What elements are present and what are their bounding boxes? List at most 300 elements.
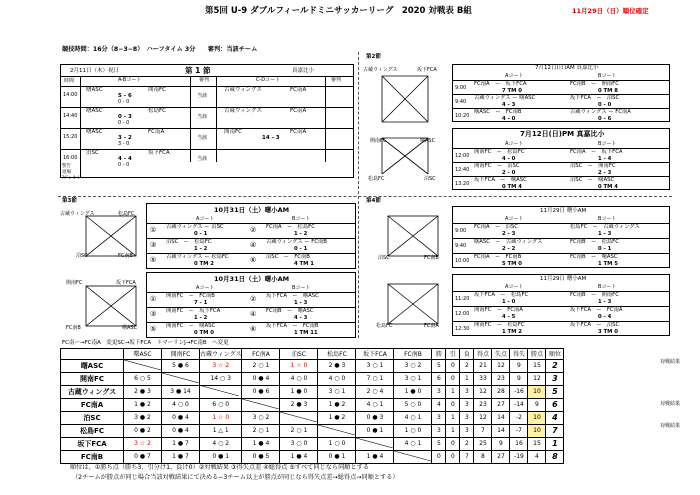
standings-result: 4 ○ 0 [318, 372, 356, 385]
round4-b1-court-b: Bコート [598, 216, 617, 222]
round1-time-header: 時間 [64, 78, 75, 84]
round3-label: 第3節 [62, 198, 77, 204]
round2-am-match-a: 曙ASC ー FC南B [474, 109, 522, 115]
round3-b1-match-a: 古蔵ウィングス ー 泊SC [166, 224, 224, 230]
round1-team-left: 泊SC [86, 150, 99, 156]
standings-result [318, 424, 356, 437]
standings-rank: 4 [546, 411, 564, 424]
round2-diagram [364, 66, 450, 176]
standings-result: 1 ● 7 [162, 437, 200, 450]
standings-header: 勝 [432, 349, 446, 360]
round3-b1-match-a: 泊SC ー 松島FC [166, 239, 212, 245]
standings-result: 4 ○ 1 [394, 437, 432, 450]
standings-result: 2 ● 3 [124, 385, 162, 398]
round4-b1-time: 9:40 [455, 243, 467, 249]
standings-result: 5 ○ 0 [394, 398, 432, 411]
standings-result: 0 ● 4 [162, 411, 200, 424]
standings-result: 3 ○ 1 [356, 359, 394, 372]
standings-header: FC南A [242, 349, 280, 360]
round3-b1-match-a: 古蔵ウィングス ー 松島FC [166, 254, 229, 260]
standings-result: 3 ○ 1 [394, 372, 432, 385]
round4-d1-bl: 泊SC [378, 255, 390, 261]
round1-ref: 当該 [197, 156, 208, 162]
standings-result: 1 ● 2 [318, 398, 356, 411]
standings-d: 0 [446, 437, 460, 450]
standings-result: 4 ○ 0 [280, 372, 318, 385]
standings-team: 松島FC [61, 424, 124, 437]
standings-side-note: 対戦結果 [660, 359, 681, 365]
standings-result: 0 ● 1 [318, 450, 356, 463]
round3-b1-match-b: FC南A ー 松島FC [266, 224, 315, 230]
round1-note-card: ｱﾌﾟﾚｰｶｰﾄﾞ [62, 176, 83, 181]
round2-team-bottom-l: 松島FC [368, 176, 385, 182]
round2-am-score-b: 0 - 0 [598, 102, 612, 108]
round2-am-score-a: 4 - 3 [502, 102, 516, 108]
standings-gf: 12 [474, 411, 492, 424]
standings-result: 6 ○ 0 [200, 398, 242, 411]
standings-pts: 4 [528, 450, 546, 463]
round2-team-tr: 坂下FCA [417, 67, 437, 73]
round1-score-2: 14 - 3 [262, 135, 280, 141]
standings-result: 1 △ 1 [200, 424, 242, 437]
round4-b2-score-a: 1 - 0 [502, 299, 516, 305]
round4-b1-match-a: FC南A ー 泊SC [474, 224, 518, 230]
standings-l: 3 [460, 411, 474, 424]
round4-b2-match-b: 坂下FCA ー FC南A [570, 307, 623, 313]
round1-team-right-2: FC南A [290, 129, 307, 135]
round2-pm-score-b: 0 TM 4 [598, 184, 618, 190]
standings-team: 曙ASC [61, 359, 124, 372]
round4-b2-score-b: 1 - 3 [598, 299, 612, 305]
standings-l: 3 [460, 385, 474, 398]
standings-header [61, 349, 124, 360]
standings-result [356, 437, 394, 450]
round2-label: 第2節 [366, 54, 381, 60]
round2-team-tl: 古蔵ウィングス [363, 67, 398, 73]
standings-header: 勝点 [528, 349, 546, 360]
round1-team-left-2: 古蔵ウィングス [224, 87, 263, 93]
round3-b2-match-a: 開南FC ー 坂下FCA [166, 308, 221, 314]
round1-team-right: FC南A [148, 129, 165, 135]
round3-b2-score-b: 1 - 3 [294, 300, 308, 306]
standings-gf: 8 [474, 450, 492, 463]
round3-b1-score-a: 0 TM 2 [194, 261, 214, 267]
round2-am-match-a: FC南A ー 坂下FCA [474, 81, 527, 87]
round4-b2-match-a: 開南FC ー FC南A [474, 307, 523, 313]
round4-b2-court-b: Bコート [598, 284, 617, 290]
round1-row-line [60, 107, 354, 108]
standings-result: 0 ● 6 [242, 385, 280, 398]
standings-rank: 6 [546, 398, 564, 411]
round2-team-bottom-r: 泊SC [424, 176, 436, 182]
standings-row [61, 359, 564, 372]
round3-b2-score-a: 7 - 1 [194, 300, 208, 306]
round4-b1-score-b: 1 - 3 [598, 231, 612, 237]
standings-l: 3 [460, 398, 474, 411]
round3-b1-match-b: 泊SC ー FC南B [266, 254, 310, 260]
round1-team-right: 松島FC [148, 108, 167, 114]
standings-team: 古蔵ウィングス [61, 385, 124, 398]
round4-d1-br: FC南B [424, 255, 439, 261]
standings-gd: 9 [510, 359, 528, 372]
standings-d: 0 [446, 372, 460, 385]
round3-b1-num-b: ② [250, 226, 257, 234]
standings-ga: 14 [492, 424, 510, 437]
round4-b1-time: 10:00 [455, 258, 470, 264]
standings-result: 2 ● 3 [318, 359, 356, 372]
round3-b1-num-a: ① [150, 226, 157, 234]
standings-w: 6 [432, 372, 446, 385]
round4-b1-score-a: 5 TM 0 [502, 261, 522, 267]
standings-gf: 23 [474, 398, 492, 411]
standings-result: 1 ☆ 0 [200, 411, 242, 424]
standings-result: 2 ○ 4 [356, 385, 394, 398]
round2-pm-date: 7月12日(日)PM 真嘉比小 [520, 130, 605, 138]
standings-rank: 1 [546, 437, 564, 450]
standings-pts: 15 [528, 437, 546, 450]
standings-ga: 27 [492, 450, 510, 463]
standings-result: 2 ○ 1 [280, 424, 318, 437]
confirmed-note: 11月29日（日）順位確定 [572, 7, 649, 15]
round1-venue: 真嘉比小 [292, 68, 315, 74]
round1-halftime: 0 - 0 [118, 162, 130, 168]
round3-b1-court-b: Bコート [292, 216, 311, 222]
round1-score: 4 - 4 [118, 156, 132, 162]
standings-d: 0 [446, 359, 460, 372]
standings-team: FC南A [61, 398, 124, 411]
standings-header: 坂下FCA [356, 349, 394, 360]
standings-result: 0 ● 3 [356, 411, 394, 424]
round3-b2-num-b: ④ [250, 310, 257, 318]
standings-ga: 23 [492, 372, 510, 385]
standings-result [200, 385, 242, 398]
round3-b2-match-b: 坂下FCA ー 曙ASC [266, 293, 319, 299]
standings-rank: 2 [546, 359, 564, 372]
standings-pts: 15 [528, 359, 546, 372]
round3-b2-match-b: FC南B ー 曙ASC [266, 308, 314, 314]
standings-result: 2 ● 3 [280, 398, 318, 411]
standings-gd: -14 [510, 398, 528, 411]
round1-team-left-2: 開南FC [224, 129, 243, 135]
standings-result: 3 ○ 2 [394, 359, 432, 372]
round3-b2-court-b: Bコート [292, 285, 311, 291]
round1-court-c: C-Dコート [256, 77, 281, 83]
round2-pm-match-a: 開南FC ー 泊SC [474, 163, 520, 169]
round1-ref: 当該 [197, 135, 208, 141]
standings-w: 4 [432, 398, 446, 411]
standings-w: 0 [432, 450, 446, 463]
round2-am-match-b: FC南B ー 開南FC [570, 81, 619, 87]
round2-pm-court-b: Bコート [598, 141, 617, 147]
round1-team-right: 開南FC [148, 87, 167, 93]
round3-b2-score-b: 4 - 3 [294, 315, 308, 321]
standings-result: 3 ● 14 [162, 385, 200, 398]
footer-line-1: 順位は、①勝ち点（勝ち3、引分け1、負け0）②対戦結果 ③得失点差 ④総得点 ⑤すべて同じなら同順とする [70, 464, 370, 471]
round3-d1-bl: 泊SC [76, 253, 88, 259]
round2-am-score-a: 7 TM 0 [502, 88, 522, 94]
standings-pts: 10 [528, 411, 546, 424]
standings-d: 1 [446, 385, 460, 398]
round1-date: 2月11日（木）祝日 [70, 68, 119, 74]
round1-score: 0 - 3 [118, 114, 132, 120]
round4-label: 第4節 [366, 198, 381, 204]
round2-pm-match-a: 開南FC ー 松島FC [474, 149, 525, 155]
standings-d: 0 [446, 450, 460, 463]
round1-time: 15:20 [63, 134, 78, 140]
round3-d2-br: 曙ASC [122, 325, 138, 331]
standings-result: 3 ○ 1 [318, 385, 356, 398]
standings-w: 3 [432, 424, 446, 437]
round2-am-date: 7月12日(日)AM 真嘉比小 [535, 65, 599, 71]
round1-team-left: 曙ASC [86, 108, 103, 114]
round3-b2-num-a: ① [150, 295, 157, 303]
round4-b2-score-a: 1 TM 2 [502, 329, 522, 335]
round3-b1-score-b: 1 - 2 [294, 231, 308, 237]
round4-b2-score-a: 4 - 5 [502, 314, 516, 320]
round1-halftime: 3 - 0 [118, 141, 130, 147]
standings-result: 3 ● 2 [124, 411, 162, 424]
standings-row [61, 385, 564, 398]
round1-score: 5 - 6 [118, 93, 132, 99]
round3-b1-match-b: 古蔵ウィングス ー FC南B [266, 239, 327, 245]
round1-row-line [60, 86, 354, 87]
round2-pm-score-a: 0 TM 4 [502, 184, 522, 190]
round4-d2-bl: 松島FC [376, 323, 393, 329]
round2-am-time: 9:40 [455, 99, 467, 105]
round3-b1-date: 10月31日（土）曙小AM [214, 206, 290, 214]
round2-pm-match-b: 泊SC ー 曙ASC [570, 177, 615, 183]
standings-result: 0 ● 4 [242, 372, 280, 385]
round4-b2-time: 12:30 [455, 326, 470, 332]
standings-d: 1 [446, 411, 460, 424]
standings-header: 得失 [510, 349, 528, 360]
standings-rank: 7 [546, 424, 564, 437]
standings-row [61, 424, 564, 437]
round4-b1-date: 11月29日 曙小AM [540, 208, 587, 214]
standings-table [60, 348, 564, 464]
standings-result: 2 ○ 1 [242, 424, 280, 437]
round3-b1-num-a: ⑤ [150, 256, 157, 264]
standings-pts: 10 [528, 424, 546, 437]
round4-b2-time: 11:20 [455, 296, 470, 302]
standings-l: 2 [460, 359, 474, 372]
round3-diagram-1 [82, 212, 142, 262]
standings-header: 負 [460, 349, 474, 360]
round3-b2-match-b: 坂下FCA ー FC南B [266, 323, 319, 329]
standings-result: 1 ● 4 [280, 450, 318, 463]
round1-ref-header-2: 審判 [331, 77, 342, 83]
standings-ga: 12 [492, 359, 510, 372]
round1-team-right: 坂下FCA [148, 150, 170, 156]
standings-result: 1 ☆ 0 [280, 359, 318, 372]
round2-am-score-b: 0 TM 8 [598, 88, 618, 94]
round3-d2-tr: 坂下FCA [116, 280, 136, 286]
round4-b2-time: 12:00 [455, 311, 470, 317]
round2-am-court-b: Bコート [598, 73, 617, 79]
round2-pm-time: 13:20 [455, 181, 470, 187]
round2-pm-score-a: 4 - 0 [502, 156, 516, 162]
round3-b2-match-a: 開南FC ー FC南B [166, 293, 215, 299]
round1-time: 14:40 [63, 113, 78, 119]
round3-d1-tr: 松島FC [118, 211, 135, 217]
round2-am-match-a: 古蔵ウィングス ー 曙ASC [474, 95, 536, 101]
round1-note-sendoff: 退場 [62, 170, 71, 175]
standings-result: 1 ● 7 [162, 450, 200, 463]
round1-court-a: A-Bコート [118, 77, 142, 83]
standings-gd: -16 [510, 385, 528, 398]
round2-pm-time: 12:40 [455, 167, 470, 173]
standings-result [394, 450, 432, 463]
standings-w: 5 [432, 359, 446, 372]
round4-b1-match-a: FC南A ー FC南B [474, 254, 522, 260]
round1-halftime: 0 - 0 [118, 99, 130, 105]
standings-gd: 16 [510, 437, 528, 450]
standings-result: 3 ☆ 2 [200, 359, 242, 372]
standings-header: 失点 [492, 349, 510, 360]
standings-result: 1 ● 4 [242, 437, 280, 450]
standings-pts: 10 [528, 385, 546, 398]
round3-b2-score-b: 1 TM 11 [294, 330, 318, 336]
round1-ref: 当該 [197, 93, 208, 99]
standings-pts: 9 [528, 398, 546, 411]
round1-team-left: 曙ASC [86, 129, 103, 135]
standings-gd: -19 [510, 450, 528, 463]
round2-pm-match-a: 坂下FCA ー 曙ASC [474, 177, 527, 183]
standings-result: 1 ○ 0 [394, 424, 432, 437]
standings-result: 1 ○ 0 [318, 437, 356, 450]
standings-ga: 9 [492, 437, 510, 450]
standings-header: 泊SC [280, 349, 318, 360]
round3-b2-num-b: ② [250, 295, 257, 303]
standings-gf: 12 [474, 385, 492, 398]
standings-result: 3 ☆ 2 [124, 437, 162, 450]
round1-halftime: 0 - 0 [118, 120, 130, 126]
standings-result: 0 ● 2 [124, 424, 162, 437]
round3-b2-score-a: 0 TM 0 [194, 330, 214, 336]
round2-team-bl: 開南FC [370, 138, 387, 144]
round1-time: 14:00 [63, 92, 78, 98]
round2-pm-score-b: 2 - 3 [598, 170, 612, 176]
standings-header: 曙ASC [124, 349, 162, 360]
standings-row [61, 437, 564, 450]
round4-b1-match-a: 曙ASC ー 古蔵ウィングス [474, 239, 543, 245]
standings-result: 0 ● 4 [162, 424, 200, 437]
standings-team: 泊SC [61, 411, 124, 424]
standings-rank: 3 [546, 372, 564, 385]
round1-team-right-2: FC南A [290, 108, 307, 114]
round1-row-line [60, 149, 354, 150]
round3-b1-score-a: 1 - 2 [194, 246, 208, 252]
round2-team-br: 曙ASC [420, 138, 436, 144]
round4-b1-score-b: 1 TM 5 [598, 261, 618, 267]
round4-b1-court-a: Aコート [505, 216, 524, 222]
standings-gf: 7 [474, 424, 492, 437]
round4-b2-match-b: FC南B ー 開南FC [570, 292, 619, 298]
standings-header: 得点 [474, 349, 492, 360]
round3-b2-num-a: ⑤ [150, 325, 157, 333]
standings-d: 1 [446, 424, 460, 437]
standings-result: 2 ○ 1 [242, 359, 280, 372]
standings-l: 7 [460, 450, 474, 463]
standings-result [124, 359, 162, 372]
round1-team-left-2: 古蔵ウィングス [224, 108, 263, 114]
round3-b1-court-a: Aコート [196, 216, 215, 222]
round3-d2-tl: 開南FC [66, 280, 83, 286]
round1-row-line [60, 128, 354, 129]
standings-result: 1 ● 0 [394, 385, 432, 398]
round2-pm-time: 12:00 [455, 153, 470, 159]
round4-b2-match-a: 坂下FCA ー 松島FC [474, 292, 529, 298]
round1-ref: 当該 [197, 114, 208, 120]
round1-time: 16:00 [63, 155, 78, 161]
round3-b2-num-a: ③ [150, 310, 157, 318]
standings-gf: 21 [474, 359, 492, 372]
standings-result: 4 ○ 1 [394, 411, 432, 424]
round2-am-score-a: 4 - 0 [502, 116, 516, 122]
standings-header: FC南B [394, 349, 432, 360]
round3-d2-bl: FC南B [66, 325, 81, 331]
standings-result: 3 ○ 2 [242, 411, 280, 424]
round2-am-score-b: 0 - 6 [598, 116, 612, 122]
round4-b1-time: 9:00 [455, 228, 467, 234]
round4-b1-score-b: 0 - 1 [598, 246, 612, 252]
round3-b2-date: 10月31日（土）曙小AM [214, 275, 290, 283]
round4-b1-match-b: FC南B ー 曙ASC [570, 254, 618, 260]
round3-d1-br: FC南B [118, 253, 133, 259]
standings-row [61, 450, 564, 463]
standings-result [242, 398, 280, 411]
standings-result: 0 ● 7 [124, 450, 162, 463]
standings-l: 3 [460, 424, 474, 437]
standings-row [61, 398, 564, 411]
round4-b2-date: 11月29日 曙小AM [540, 276, 587, 282]
round2-am-match-b: 古蔵ウィングス ー FC南A [570, 109, 631, 115]
standings-result: 7 ○ 1 [356, 372, 394, 385]
round2-am-time: 10:20 [455, 113, 470, 119]
standings-header: 開南FC [162, 349, 200, 360]
standings-gd: -7 [510, 424, 528, 437]
round1-note-warning: 警告 [62, 164, 71, 169]
round2-pm-court-a: Aコート [505, 141, 524, 147]
standings-header: 古蔵ウィングス [200, 349, 242, 360]
round4-b2-match-b: 坂下FCA ー 泊SC [570, 322, 620, 328]
standings-pts: 12 [528, 372, 546, 385]
standings-result: 4 ○ 0 [162, 398, 200, 411]
round4-b2-match-a: 開南FC ー 松島FC [474, 322, 525, 328]
standings-w: 3 [432, 411, 446, 424]
round3-b2-match-a: 開南FC ー 曙ASC [166, 323, 216, 329]
standings-gf: 25 [474, 437, 492, 450]
standings-result: 0 ● 5 [242, 450, 280, 463]
round2-am-court-a: Aコート [505, 73, 524, 79]
standings-result: 0 ● 1 [200, 450, 242, 463]
standings-side-note: 対戦結果 [660, 422, 681, 429]
round3-b1-score-b: 0 - 1 [294, 246, 308, 252]
standings-l: 1 [460, 372, 474, 385]
standings-l: 2 [460, 437, 474, 450]
round4-d2-br: FC南A [424, 323, 439, 329]
rules-line: 競技時間：16分（8−3−8） ハーフタイム 3分 審判：当該チーム [62, 46, 258, 53]
round2-am-match-b: 坂下FCA ー 泊SC [570, 95, 620, 101]
standings-result: 4 ○ 1 [356, 398, 394, 411]
standings-row [61, 411, 564, 424]
standings-row [61, 372, 564, 385]
standings-result: 3 ○ 0 [280, 437, 318, 450]
standings-result: 6 ○ 5 [124, 372, 162, 385]
standings-result: 4 ○ 2 [200, 437, 242, 450]
standings-ga: 28 [492, 385, 510, 398]
standings-gd: -2 [510, 411, 528, 424]
